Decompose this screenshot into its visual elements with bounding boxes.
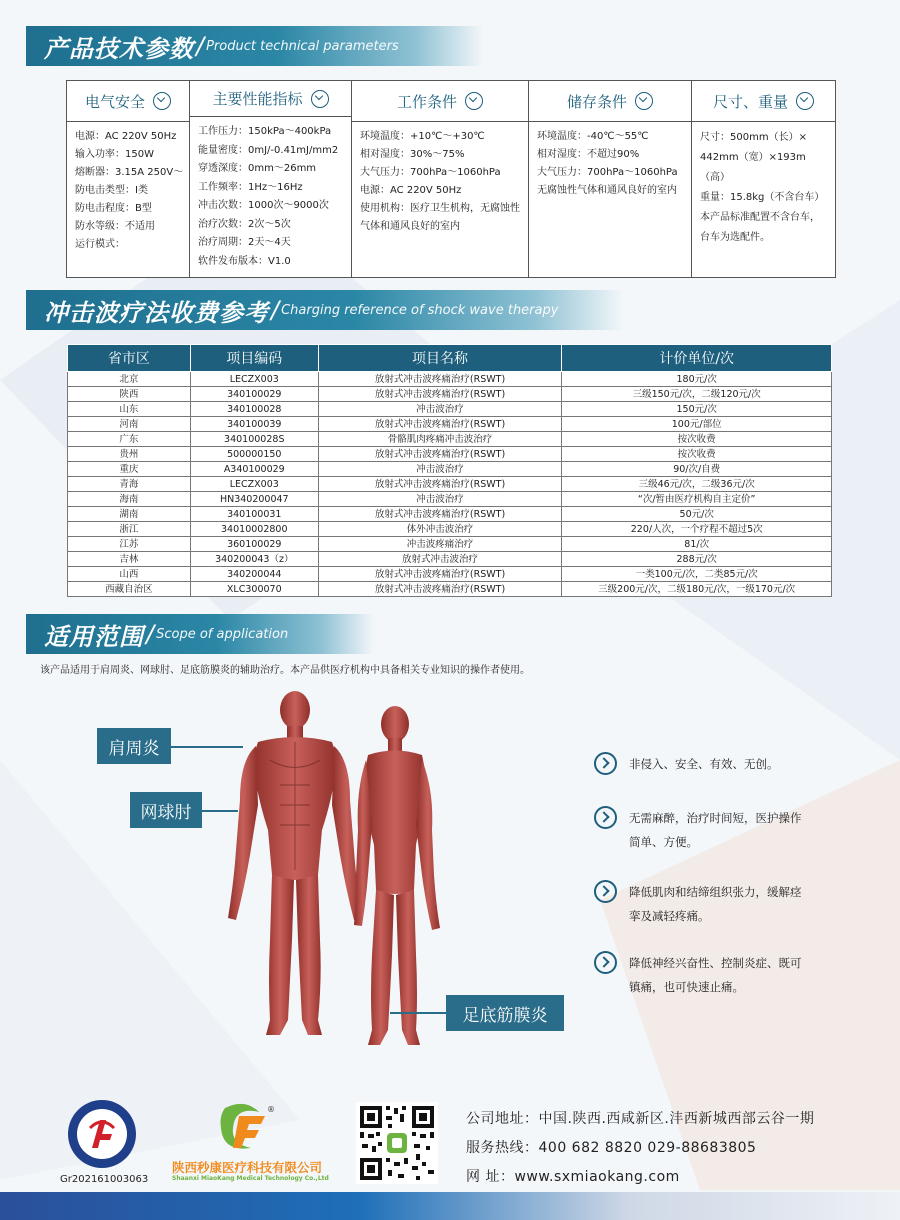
section-banner-fees: 冲击波疗法收费参考 / Charging reference of shock wave therapy <box>26 290 624 330</box>
table-row <box>68 582 832 597</box>
table-row <box>68 552 832 567</box>
table-row <box>68 522 832 537</box>
param-line: 使用机构：医疗卫生机构，无腐蚀性气体和通风良好的室内 <box>360 203 520 232</box>
section-subtitle: Charging reference of shock wave therapy <box>281 302 559 318</box>
table-cell: 放射式冲击波疼痛治疗(RSWT) <box>318 477 562 492</box>
param-line: 治疗次数：2次～5次 <box>198 218 291 230</box>
table-cell: 三级150元/次，二级120元/次 <box>562 387 832 402</box>
param-line: 重量：15.8kg（不含台车） <box>700 192 825 203</box>
params-column <box>529 81 692 277</box>
param-line: 输入功率：150W <box>75 149 154 160</box>
params-column-header: 储存条件 <box>529 81 691 122</box>
tag-shoulder: 肩周炎 <box>97 728 171 764</box>
section-title: 适用范围 <box>44 622 144 651</box>
params-column <box>692 81 835 277</box>
table-row <box>68 507 832 522</box>
table-cell: 500000150 <box>190 447 318 462</box>
table-cell: 100元/部位 <box>562 417 832 432</box>
table-cell: 吉林 <box>68 552 191 567</box>
params-column <box>67 81 190 277</box>
table-cell: 浙江 <box>68 522 191 537</box>
param-line: 治疗周期：2天～4天 <box>198 237 291 248</box>
table-cell: HN340200047 <box>190 492 318 507</box>
company-name-en: Shaanxi MiaoKang Medical Technology Co.,Ltd <box>172 1175 329 1182</box>
table-cell: 放射式冲击波疼痛治疗(RSWT) <box>318 582 562 597</box>
param-line: 相对湿度：30%～75% <box>360 149 465 160</box>
section-banner-scope: 适用范围 / Scope of application <box>26 614 374 654</box>
table-cell: 海南 <box>68 492 191 507</box>
section-title: 产品技术参数 <box>44 34 194 63</box>
table-cell: 34010002800 <box>190 522 318 537</box>
chevron-down-icon <box>465 92 483 110</box>
params-column <box>190 81 352 277</box>
connector-line <box>202 810 238 812</box>
qr-code-icon <box>356 1102 438 1184</box>
svg-text:®: ® <box>267 1105 275 1114</box>
connector-line <box>171 746 243 748</box>
table-cell: 三级46元/次，二级36元/次 <box>562 477 832 492</box>
table-cell: 河南 <box>68 417 191 432</box>
params-column-header: 工作条件 <box>352 81 528 122</box>
param-line: 穿透深度：0mm～26mm <box>198 163 317 174</box>
table-cell: 放射式冲击波疼痛治疗(RSWT) <box>318 447 562 462</box>
param-line: 防电击程度：B型 <box>75 203 152 214</box>
table-cell: 冲击波疼痛治疗 <box>318 537 562 552</box>
table-cell: 体外冲击波治疗 <box>318 522 562 537</box>
table-cell: 288元/次 <box>562 552 832 567</box>
company-website: 网 址：www.sxmiaokang.com <box>466 1169 680 1185</box>
table-cell: LECZX003 <box>190 372 318 387</box>
feature-item: 非侵入、安全、有效、无创。 <box>594 752 805 776</box>
table-cell: 青海 <box>68 477 191 492</box>
section-subtitle: Product technical parameters <box>206 38 399 54</box>
certificate-number: Gr202161003063 <box>60 1174 149 1185</box>
table-cell: 340100029 <box>190 387 318 402</box>
table-cell: 220/人次，一个疗程不超过5次 <box>562 522 832 537</box>
service-hotline: 服务热线：400 682 8820 029-88683805 <box>466 1140 757 1156</box>
param-line: 能量密度：0mJ/-0.41mJ/mm2 <box>198 144 339 156</box>
table-cell: 150元/次 <box>562 402 832 417</box>
table-cell: 北京 <box>68 372 191 387</box>
table-cell: 湖南 <box>68 507 191 522</box>
param-line: 无腐蚀性气体和通风良好的室内 <box>537 185 677 196</box>
table-cell: 山东 <box>68 402 191 417</box>
param-line: 运行模式： <box>75 239 125 250</box>
table-row <box>68 492 832 507</box>
table-row <box>68 447 832 462</box>
company-logo <box>215 1102 277 1154</box>
param-line: 本产品标准配置不含台车，台车为选配件。 <box>700 212 820 243</box>
table-cell: 放射式冲击波疼痛治疗(RSWT) <box>318 567 562 582</box>
table-cell: 放射式冲击波疼痛治疗(RSWT) <box>318 507 562 522</box>
column-header: 项目名称 <box>318 345 562 372</box>
section-subtitle: Scope of application <box>156 626 289 642</box>
table-cell: 广东 <box>68 432 191 447</box>
table-cell: 山西 <box>68 567 191 582</box>
table-cell: 三级200元/次，二级180元/次，一级170元/次 <box>562 582 832 597</box>
params-column-header: 尺寸、重量 <box>692 81 835 122</box>
param-line: 环境温度：-40℃～55℃ <box>537 131 649 142</box>
chevron-down-icon <box>153 92 171 110</box>
table-cell: 江苏 <box>68 537 191 552</box>
chevron-down-icon <box>796 92 814 110</box>
table-cell: 冲击波治疗 <box>318 492 562 507</box>
table-cell: 骨骼肌肉疼痛冲击波治疗 <box>318 432 562 447</box>
table-cell: 放射式冲击波治疗 <box>318 552 562 567</box>
param-line: 大气压力：700hPa～1060hPa <box>537 167 678 178</box>
fee-table-header-row <box>68 345 832 372</box>
param-line: 熔断器：3.15A 250V～ <box>75 167 184 178</box>
feature-item: 降低肌肉和结缔组织张力，缓解痉挛及减轻疼痛。 <box>594 880 805 928</box>
company-name-cn: 陕西秒康医疗科技有限公司 <box>172 1160 323 1175</box>
table-cell: 180元/次 <box>562 372 832 387</box>
param-line: 大气压力：700hPa～1060hPa <box>360 167 501 178</box>
table-cell: 按次收费 <box>562 432 832 447</box>
table-cell: 贵州 <box>68 447 191 462</box>
table-cell: 340100031 <box>190 507 318 522</box>
table-cell: 一类100元/次，二类85元/次 <box>562 567 832 582</box>
table-cell: 重庆 <box>68 462 191 477</box>
table-cell: LECZX003 <box>190 477 318 492</box>
table-row <box>68 537 832 552</box>
anatomy-figure-illustration <box>200 680 480 1060</box>
table-cell: 放射式冲击波疼痛治疗(RSWT) <box>318 372 562 387</box>
table-cell: 冲击波治疗 <box>318 462 562 477</box>
table-cell: 西藏自治区 <box>68 582 191 597</box>
param-line: 电源：AC 220V 50Hz <box>75 131 177 142</box>
table-row <box>68 462 832 477</box>
param-line: 防电击类型：I类 <box>75 185 148 196</box>
param-line: 工作频率：1Hz～16Hz <box>198 181 303 193</box>
company-address: 公司地址：中国.陕西.西咸新区.沣西新城西部云谷一期 <box>466 1111 815 1127</box>
feature-item: 无需麻醉，治疗时间短，医护操作简单、方便。 <box>594 806 805 854</box>
table-cell: 90/次/自费 <box>562 462 832 477</box>
param-line: 电源：AC 220V 50Hz <box>360 185 462 196</box>
column-header: 项目编码 <box>190 345 318 372</box>
chevron-right-circle-icon <box>594 951 617 974</box>
table-cell: 81/次 <box>562 537 832 552</box>
param-line: 冲击次数：1000次～9000次 <box>198 200 329 211</box>
chevron-down-icon <box>311 90 329 108</box>
fee-table <box>67 344 832 597</box>
chevron-down-icon <box>635 92 653 110</box>
params-column <box>352 81 529 277</box>
footer-band <box>0 1192 900 1220</box>
table-cell: 放射式冲击波疼痛治疗(RSWT) <box>318 387 562 402</box>
tag-foot: 足底筋膜炎 <box>446 995 564 1031</box>
params-column-header: 主要性能指标 <box>190 81 351 117</box>
scope-intro: 该产品适用于肩周炎、网球肘、足底筋膜炎的辅助治疗。本产品供医疗机构中具备相关专业知识的操作者使用。 <box>40 665 530 676</box>
chevron-right-circle-icon <box>594 752 617 775</box>
connector-line <box>390 1012 446 1014</box>
chevron-right-circle-icon <box>594 880 617 903</box>
table-row <box>68 417 832 432</box>
table-cell: A340100029 <box>190 462 318 477</box>
table-cell: 340200044 <box>190 567 318 582</box>
column-header: 计价单位/次 <box>562 345 832 372</box>
param-line: 相对湿度：不超过90% <box>537 149 640 160</box>
high-tech-certification-badge-icon <box>66 1098 138 1170</box>
table-cell: 340200043（z） <box>190 552 318 567</box>
param-line: 软件发布版本：V1.0 <box>198 255 291 267</box>
feature-item: 降低神经兴奋性、控制炎症、既可镇痛，也可快速止痛。 <box>594 951 805 999</box>
params-table <box>66 80 836 278</box>
table-row <box>68 432 832 447</box>
table-row <box>68 567 832 582</box>
table-cell: 340100028S <box>190 432 318 447</box>
table-row <box>68 387 832 402</box>
table-cell: 按次收费 <box>562 447 832 462</box>
param-line: 防水等级：不适用 <box>75 221 155 232</box>
table-row <box>68 402 832 417</box>
table-row <box>68 372 832 387</box>
table-cell: 放射式冲击波疼痛治疗(RSWT) <box>318 417 562 432</box>
table-cell: 冲击波治疗 <box>318 402 562 417</box>
table-cell: 340100028 <box>190 402 318 417</box>
table-cell: 340100039 <box>190 417 318 432</box>
table-cell: XLC300070 <box>190 582 318 597</box>
table-row <box>68 477 832 492</box>
tag-elbow: 网球肘 <box>130 792 202 828</box>
section-title: 冲击波疗法收费参考 <box>44 298 269 327</box>
table-cell: “次/暂由医疗机构自主定价” <box>562 492 832 507</box>
table-cell: 360100029 <box>190 537 318 552</box>
params-column-header: 电气安全 <box>67 81 189 122</box>
column-header: 省市区 <box>68 345 191 372</box>
table-cell: 陕西 <box>68 387 191 402</box>
param-line: 环境温度：+10℃～+30℃ <box>360 131 485 142</box>
param-line: 尺寸：500mm（长）× 442mm（宽）×193m（高） <box>700 132 807 183</box>
table-cell: 50元/次 <box>562 507 832 522</box>
chevron-right-circle-icon <box>594 806 617 829</box>
section-banner-params: 产品技术参数 / Product technical parameters <box>26 26 484 66</box>
param-line: 工作压力：150kPa～400kPa <box>198 126 332 137</box>
